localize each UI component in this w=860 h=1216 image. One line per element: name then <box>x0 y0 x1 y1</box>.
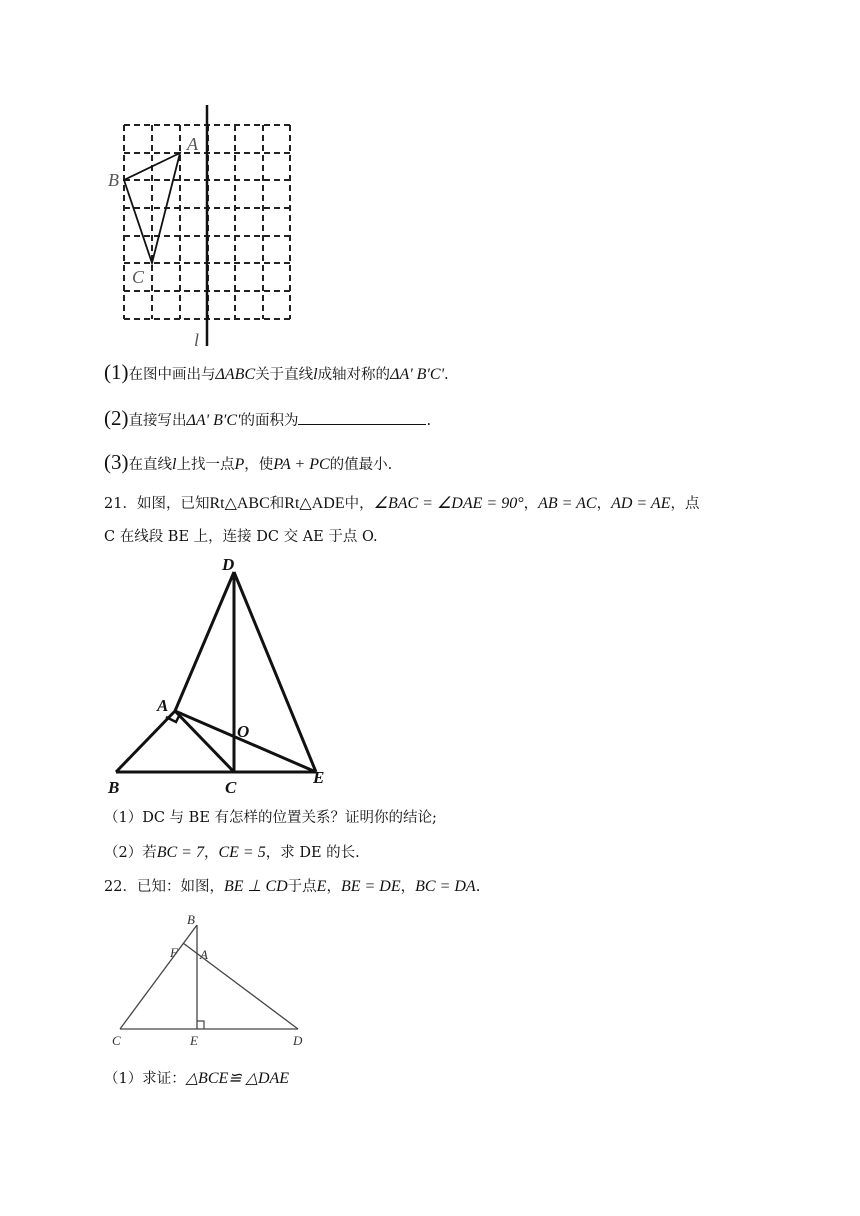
label-a: A <box>157 696 169 715</box>
q21-sub-2: （2）若BC = 7，CE = 5，求 DE 的长. <box>104 844 360 861</box>
q21-sub-1: （1）DC 与 BE 有怎样的位置关系？证明你的结论; <box>104 810 437 826</box>
q22-stem: 22．已知：如图，BE ⊥ CD于点E，BE = DE，BC = DA. <box>104 878 481 895</box>
q21-stem-line-2: C 在线段 BE 上，连接 DC 交 AE 于点 O. <box>104 529 378 545</box>
label-a: A <box>200 947 208 962</box>
q20-item-1: (1)在图中画出与ΔABC关于直线l成轴对称的ΔA' B′C'. <box>104 360 449 384</box>
answer-blank[interactable] <box>298 410 426 425</box>
label-d: D <box>293 1033 303 1048</box>
label-c: C <box>112 1033 121 1048</box>
label-f: F <box>170 945 178 960</box>
label-b: B <box>108 778 120 797</box>
triangle-figure-q21 <box>100 552 340 802</box>
label-l: l <box>194 330 200 350</box>
grid-figure <box>100 100 300 352</box>
q20-item-3: (3)在直线l上找一点P，使PA + PC的值最小. <box>104 450 393 474</box>
triangle-figure-q22 <box>100 905 320 1055</box>
label-a: A <box>187 134 198 154</box>
label-b: B <box>108 170 119 190</box>
label-e: E <box>190 1033 198 1048</box>
label-c: C <box>225 778 237 797</box>
q21-stem-line-1: 21．如图，已知Rt△ABC和Rt△ADE中，∠BAC = ∠DAE = 90°，AB = AC，AD = AE，点 <box>104 495 700 512</box>
label-d: D <box>222 555 235 574</box>
label-b: B <box>187 912 195 927</box>
q22-sub-1: （1）求证：△BCE≌ △DAE <box>104 1070 290 1087</box>
q20-item-2: (2)直接写出ΔA' B′C'的面积为 . <box>104 406 432 430</box>
label-c: C <box>132 267 145 287</box>
label-o: O <box>237 722 250 741</box>
label-e: E <box>313 768 325 787</box>
right-angle-mark <box>197 1021 204 1029</box>
